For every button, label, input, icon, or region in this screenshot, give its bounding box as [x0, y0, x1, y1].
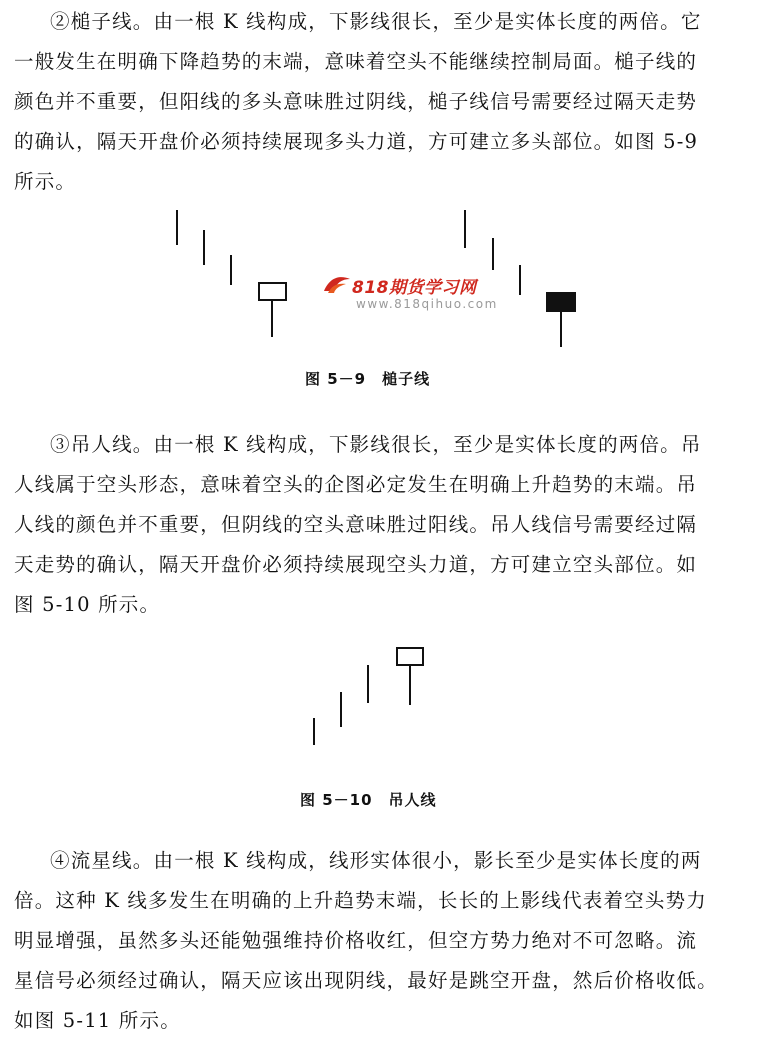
- text-line: 图 5-10 所示。: [14, 593, 161, 616]
- watermark-brand: 818期货学习网: [352, 278, 477, 298]
- text-line: ②槌子线。由一根 K 线构成，下影线很长，至少是实体长度的两倍。它: [50, 10, 702, 33]
- text-line: 天走势的确认，隔天开盘价必须持续展现空头力道，方可建立空头部位。如: [14, 553, 698, 576]
- text-line: 一般发生在明确下降趋势的末端，意味着空头不能继续控制局面。槌子线的: [14, 50, 698, 73]
- text-line: 的确认，隔天开盘价必须持续展现多头力道，方可建立多头部位。如图 5-9: [14, 130, 699, 153]
- figure-caption: 图 5－9 槌子线: [305, 370, 431, 388]
- text-line: ③吊人线。由一根 K 线构成，下影线很长，至少是实体长度的两倍。吊: [50, 433, 702, 456]
- text-line: 人线的颜色并不重要，但阴线的空头意味胜过阳线。吊人线信号需要经过隔: [14, 513, 698, 536]
- text-line: 如图 5-11 所示。: [14, 1009, 181, 1032]
- text-line: 明显增强，虽然多头还能勉强维持价格收红，但空方势力绝对不可忽略。流: [14, 929, 698, 952]
- text-line: 人线属于空头形态，意味着空头的企图必定发生在明确上升趋势的末端。吊: [14, 473, 698, 496]
- flame-logo-icon: [322, 273, 352, 295]
- figure-hanging-man: [290, 640, 450, 755]
- paragraph-hanging-man: [14, 425, 740, 625]
- watermark-url: www.818qihuo.com: [356, 297, 498, 311]
- hammer-candle-body: [259, 283, 286, 300]
- hammer-candle-body-filled: [547, 293, 575, 311]
- text-line: 所示。: [14, 170, 77, 193]
- paragraph-hammer: [14, 2, 740, 202]
- paragraph-shooting-star: [14, 841, 740, 1041]
- text-line: 星信号必须经过确认，隔天应该出现阴线，最好是跳空开盘，然后价格收低。: [14, 969, 718, 992]
- hanging-man-candle-body: [397, 648, 423, 665]
- figure-hammer: [150, 200, 610, 360]
- figure-caption: 图 5－10 吊人线: [300, 791, 437, 809]
- text-line: ④流星线。由一根 K 线构成，线形实体很小，影长至少是实体长度的两: [50, 849, 702, 872]
- text-line: 颜色并不重要，但阳线的多头意味胜过阴线，槌子线信号需要经过隔天走势: [14, 90, 698, 113]
- text-line: 倍。这种 K 线多发生在明确的上升趋势末端，长长的上影线代表着空头势力: [14, 889, 707, 912]
